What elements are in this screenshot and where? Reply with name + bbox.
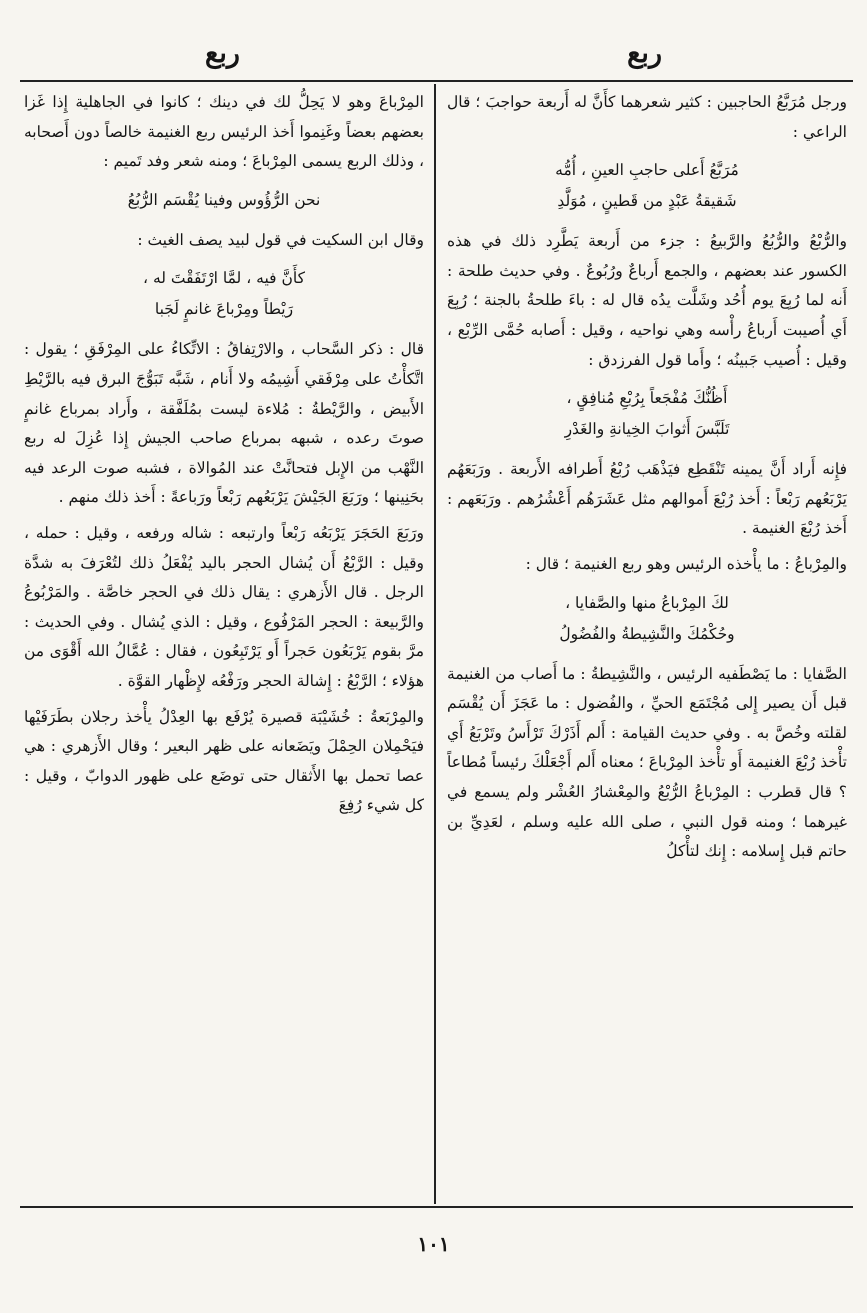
column-divider: [434, 84, 436, 1204]
verse-block: [447, 383, 847, 445]
running-head-right: ربع: [627, 38, 662, 69]
entry-paragraph: فإِنه أَراد أَنَّ يمينه تَنْقَطِع فيَذْهَب رُبْعُ أَطرافه الأَربعة . ورَبَعَهُم يَرْبَعُهم رَبْعاً : أَخذ رُبْعَ أَموالهم مثل عَشَرَهُم أَعْشُرُهم . ورَبَعَهم : أَخذ رُبْعَ الغنيمة .: [447, 460, 847, 538]
entry-paragraph: والمِرْباعُ : ما يأْخذه الرئيس وهو ربع الغنيمة ؛ قال :: [525, 554, 847, 573]
verse-block: [24, 185, 424, 216]
verse-line: أَظُنُّكَ مُفْجَعاً بِرُبْعِ مُنافِقٍ ،: [566, 389, 728, 408]
verse-line: لكَ المِرْباعُ منها والصَّفايا ،: [565, 593, 729, 612]
verse-line: وحُكْمُكَ والنَّشِيطةُ والفُضُولُ: [559, 624, 735, 643]
verse-block: [447, 588, 847, 650]
verse-line: كأَنَّ فيه ، لمَّا ارْتَفَقْتَ له ،: [143, 269, 305, 288]
top-rule: [20, 80, 853, 82]
entry-paragraph: ورجل مُرَبَّعُ الحاجبين : كثير شعرهما كأَنَّ له أَربعة حواجبَ ؛ قال الراعي :: [447, 93, 847, 141]
entry-paragraph: الصَّفايا : ما يَصْطَفيه الرئيس ، والنَّشِيطةُ : ما أَصاب من الغنيمة قبل أَن يصير إِلى مُجْتَمَع الحيِّ ، والفُضول : ما عَجَزَ أَن يُقْسَم لقلته وخُصَّ به . وفي حديث القيامة : أَلم أَذَرْكَ تَرْأَسُ وتَرْبَعُ أَي تأْخذ رُبْعَ الغنيمة أَو تأْخذ المِرْباعَ ؛ معناه أَلم أَجْعَلْكَ رئيساً مُطاعاً ؟ قال قطرب : المِرْباعُ الرُّبْعُ والمِعْشارُ العُشْر ولم يسمع في غيرهما ؛ ومنه قول النبي ، صلى الله عليه وسلم ، لعَدِيِّ بن حاتم قبل إِسلامه : إِنك لتأْكلُ: [447, 664, 847, 861]
running-head-left: ربع: [205, 38, 240, 69]
page-number: ١٠١: [417, 1232, 450, 1256]
entry-paragraph: والمِرْبَعةُ : خُشَيْبَة قصيرة يُرْفَع بها العِدْلُ يأْخذ رجلان بطَرَفَيْها فيَحْمِلان الحِمْلَ ويَضَعانه على ظهر البعير ؛ وقال الأَزهري : هي عصا تحمل بها الأَثقال حتى توضَع على ظهور الدوابّ ، وقيل : كل شيء رُفِعَ: [24, 707, 424, 815]
right-text-column: [447, 88, 847, 1200]
verse-block: [24, 263, 424, 325]
verse-line: رَيْطاً ومِرْباعَ غانمٍ لَجَبا: [154, 300, 294, 319]
entry-paragraph: قال : ذكر السَّحاب ، والارْتِفاقُ : الاتِّكاءُ على المِرْفَقِ ؛ يقول : اتَّكأْتُ على مِرْفَقي أَشِيمُه ولا أَنام ، شَبَّه تَبَوُّجَ البرق فيه بالرَّيْطِ الأَبيض ، والرَّيْطةُ : مُلاءة ليست بمُلَفَّقة ، وأَراد بمرباع غانمٍ صوتَ رعده ، شبهه بمرباع صاحب الجيش إِذا عُزِلَ له ربع النَّهْب من الإِبل فتحانَّتْ عند المُوالاة ، فشبه صوت الرعد فيه بحَنِينها ؛ ورَبَعَ الجَيْشَ يَرْبَعُهم رَبْعاً ورَباعةً : أَخذ ذلك منهم .: [24, 340, 424, 507]
entry-paragraph: والرُّبْعُ والرُّبُعُ والرَّبيعُ : جزء من أَربعة يَطَّرِد ذلك في هذه الكسور عند بعضهم ، والجمع أَرباعٌ ورُبُوعٌ . وفي حديث طلحة : أَنه لما رُبِعَ يوم أُحُد وشَلَّت يدُه قال له : باءَ طلحةُ بالجنة ؛ رُبِعَ أَي أُصيبت أَرباعُ رأْسه وهي نواحيه ، وقيل : أَصابه حُمَّى الرِّبْع ، وقيل : أُصيب جَبينُه ؛ وأَما قول الفرزدق :: [447, 232, 847, 369]
bottom-rule: [20, 1206, 853, 1208]
entry-paragraph: ورَبَعَ الحَجَرَ يَرْبَعُه رَبْعاً وارتبعه : شاله ورفعه ، وقيل : حمله ، وقيل : الرَّبْعُ أَن يُشال الحجر باليد يُفْعَلُ ذلك لتُعْرَفَ به شدَّة الرجل . قال الأَزهري : يقال ذلك في الحجر خاصَّة . والمَرْبُوعُ والرَّبيعة : الحجر المَرْفُوع ، وقيل : الذي يُشال . وفي الحديث : مرَّ بقوم يَرْبَعُون حَجراً أَو يَرْتَبِعُون ، فقال : عُمَّالُ الله أَقْوَى من هؤلاء ؛ الرَّبْعُ : إِشالة الحجر ورَفْعُه لإِظْهار القوَّة .: [24, 523, 424, 690]
verse-block: [447, 155, 847, 217]
verse-line: تَلَبَّسَ أَثوابَ الخِيانةِ والغَدْرِ: [564, 420, 730, 439]
left-text-column: [24, 88, 424, 1200]
entry-paragraph: المِرْباعَ وهو لا يَحِلُّ لك في دينك ؛ كانوا في الجاهلية إِذا غَزا بعضهم بعضاً وغَنِموا أَخذ الرئيس ربع الغنيمة خالصاً دون أَصحابه ، وذلك الربع يسمى المِرْباعَ ؛ ومنه شعر وفد تَميم :: [24, 93, 424, 171]
verse-line: شَقيقةُ عَبْدٍ من قَطينٍ ، مُوَلَّدِ: [557, 192, 737, 211]
verse-line: مُرَبَّعُ أَعلى حاجبِ العينِ ، أُمُّه: [555, 161, 739, 180]
verse-line: نحن الرُّؤُوس وفينا يُقْسَم الرُّبُعُ: [127, 190, 321, 209]
entry-paragraph: وقال ابن السكيت في قول لبيد يصف الغيث :: [137, 230, 424, 249]
